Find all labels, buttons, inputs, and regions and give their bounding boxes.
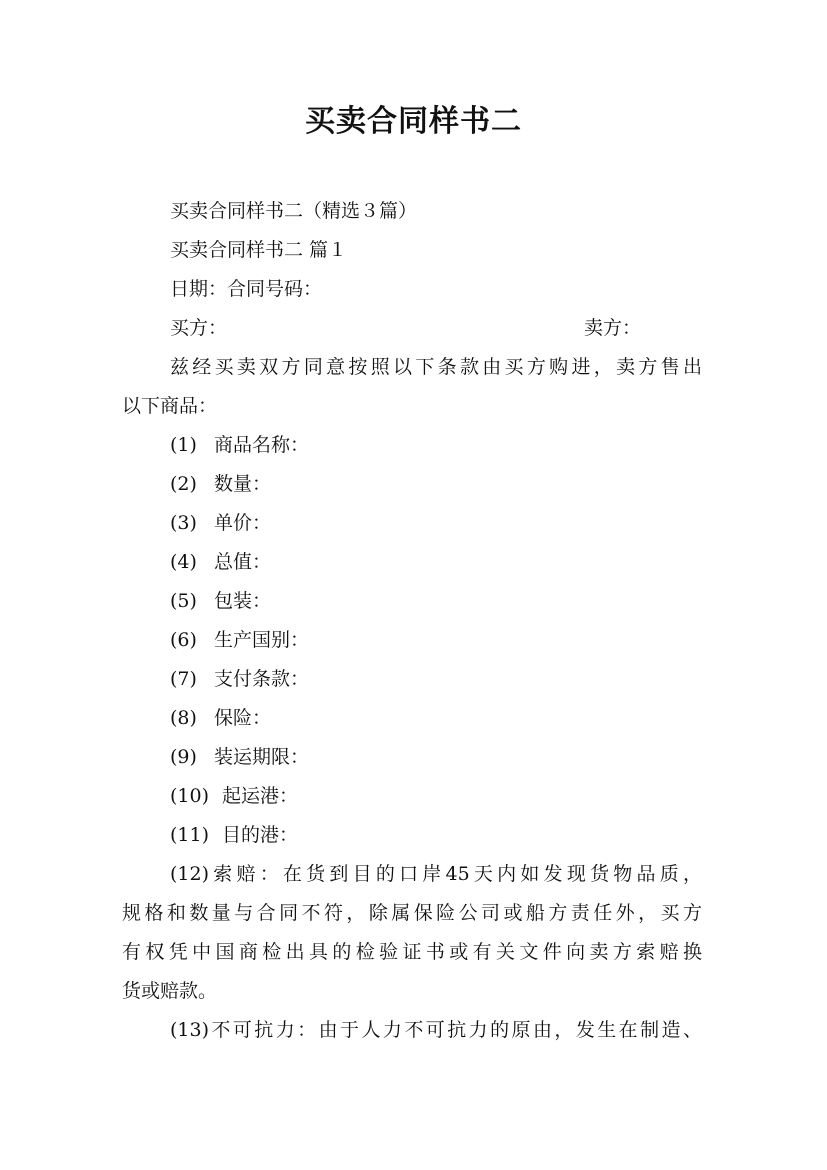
item-number: (1) [170,434,197,456]
list-item [170,627,309,653]
section-heading: 买卖合同样书二 篇１ [170,239,348,261]
item-number: (5) [170,590,197,612]
item-number: (11) [170,824,210,846]
list-item [170,666,309,692]
item-label: 起运港： [222,785,299,807]
buyer-label: 买方： [170,317,228,339]
item-number: (9) [170,746,197,768]
list-item [170,588,271,614]
clause-12-line: (12)索赔：在货到目的口岸45天内如发现货物品质， [170,863,702,885]
item-number: (7) [170,668,197,690]
clause-12-line: 货或赔款。 [122,980,218,1002]
item-label: 数量： [214,473,272,495]
item-number: (3) [170,512,197,534]
list-item [170,432,309,458]
item-label: 保险： [214,707,272,729]
item-label: 单价： [214,512,272,534]
list-item [170,744,309,770]
list-item [170,549,271,575]
document-title: 买卖合同样书二 [305,104,522,139]
item-label: 生产国别： [214,629,310,651]
item-label: 总值： [214,551,272,573]
item-number: (2) [170,473,197,495]
clause-12-line: 有权凭中国商检出具的检验证书或有关文件向卖方索赔换 [122,941,702,963]
clause-13-line: (13)不可抗力：由于人力不可抗力的原由，发生在制造、 [170,1019,702,1041]
party-row [170,315,702,341]
item-label: 目的港： [222,824,299,846]
list-item [170,471,271,497]
item-number: (4) [170,551,197,573]
item-number: (6) [170,629,197,651]
item-number: (8) [170,707,197,729]
item-label: 装运期限： [214,746,310,768]
list-item [170,705,271,731]
list-item [170,783,298,809]
document-subtitle: 买卖合同样书二（精选３篇） [170,200,418,222]
item-label: 商品名称： [214,434,310,456]
item-number: (10) [170,785,210,807]
item-label: 包装： [214,590,272,612]
item-label: 支付条款： [214,668,310,690]
intro-paragraph-line: 以下商品： [122,395,218,417]
intro-paragraph-line: 兹经买卖双方同意按照以下条款由买方购进，卖方售出 [170,356,702,378]
list-item [170,822,298,848]
list-item [170,510,271,536]
date-contract-line: 日期：合同号码： [170,278,323,300]
clause-12-line: 规格和数量与合同不符，除属保险公司或船方责任外，买方 [122,902,702,924]
seller-label: 卖方： [584,317,642,339]
